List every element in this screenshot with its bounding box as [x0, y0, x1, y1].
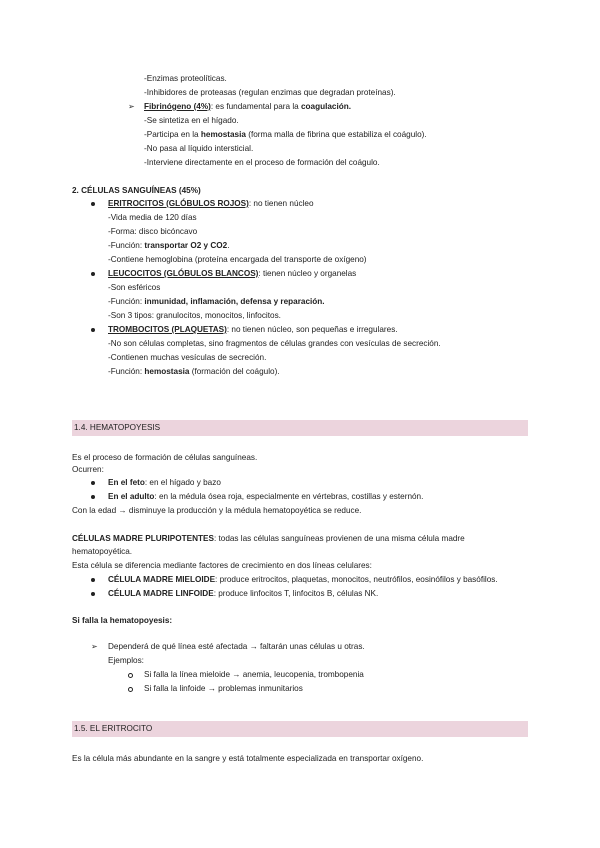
circle-bullet-icon	[128, 687, 133, 692]
list-item: Dependerá de qué línea esté afectada → faltarán unas células u otras.	[108, 642, 365, 651]
text-span: : tienen núcleo y organelas	[258, 269, 357, 278]
section-heading: 2. CÉLULAS SANGUÍNEAS (45%)	[72, 186, 201, 195]
list-item	[108, 325, 398, 335]
section-band	[72, 420, 528, 436]
text-span: -Función:	[108, 241, 145, 250]
bold-span: CÉLULAS MADRE PLURIPOTENTES	[72, 534, 214, 543]
bullet-icon	[91, 481, 95, 485]
eritrocitos-label: ERITROCITOS (GLÓBULOS ROJOS)	[108, 199, 249, 208]
section-band	[72, 721, 528, 737]
list-item: -Se sintetiza en el hígado.	[144, 116, 239, 125]
paragraph: Es el proceso de formación de células sanguíneas.	[72, 453, 258, 462]
list-item: -Inhibidores de proteasas (regulan enzimas que degradan proteínas).	[144, 88, 396, 97]
text-span: : en la médula ósea roja, especialmente en vértebras, costillas y esternón.	[154, 492, 424, 501]
list-item: -Contienen muchas vesículas de secreción.	[108, 353, 267, 362]
section-heading: 1.5. EL ERITROCITO	[74, 724, 153, 733]
text-span: -Participa en la	[144, 130, 201, 139]
bold-span: hemostasia	[144, 367, 190, 376]
list-item: -Son esféricos	[108, 283, 161, 292]
bold-span: En el feto	[108, 478, 145, 487]
bold-span: transportar O2 y CO2	[144, 241, 228, 250]
list-item	[108, 575, 498, 585]
paragraph	[72, 534, 465, 544]
section-heading: 1.4. HEMATOPOYESIS	[74, 423, 161, 432]
text-span: (formación del coágulo).	[189, 367, 280, 376]
paragraph: Esta célula se diferencia mediante factores de crecimiento en dos líneas celulares:	[72, 561, 372, 570]
text-span: : todas las células sanguíneas provienen de una misma célula madre	[213, 534, 465, 543]
list-item: -No pasa al líquido intersticial.	[144, 144, 254, 153]
text-span: : no tienen núcleo	[248, 199, 314, 208]
list-item	[108, 241, 230, 251]
bold-span: En el adulto	[108, 492, 155, 501]
text-span: -Función:	[108, 297, 145, 306]
bullet-icon	[91, 272, 95, 276]
circle-bullet-icon	[128, 673, 133, 678]
list-item: -Enzimas proteolíticas.	[144, 74, 227, 83]
paragraph: Ocurren:	[72, 465, 104, 474]
paragraph: hematopoyética.	[72, 547, 133, 556]
list-item: -Interviene directamente en el proceso de formación del coágulo.	[144, 158, 380, 167]
list-item	[144, 102, 351, 112]
list-item: -No son células completas, sino fragmentos de células grandes con vesículas de secreción.	[108, 339, 441, 348]
list-item: -Vida media de 120 días	[108, 213, 197, 222]
list-item	[144, 130, 427, 140]
paragraph: Es la célula más abundante en la sangre y está totalmente especializada en transportar oxígeno.	[72, 754, 424, 763]
text-span: : no tienen núcleo, son pequeñas e irregulares.	[226, 325, 398, 334]
fibrinogeno-label: Fibrinógeno (4%)	[144, 102, 211, 111]
paragraph: Con la edad → disminuye la producción y la médula hematopoyética se reduce.	[72, 506, 362, 515]
bullet-icon	[91, 592, 95, 596]
bold-span: CÉLULA MADRE LINFOIDE	[108, 589, 214, 598]
list-item: -Forma: disco bicóncavo	[108, 227, 198, 236]
arrow-bullet-icon: ➢	[91, 642, 98, 651]
list-item	[108, 367, 280, 377]
list-item: Si falla la linfoide → problemas inmunitarios	[144, 684, 303, 693]
list-item: Si falla la línea mieloide → anemia, leucopenia, trombopenia	[144, 670, 364, 679]
list-item: -Contiene hemoglobina (proteína encargada del transporte de oxígeno)	[108, 255, 367, 264]
list-item	[108, 199, 314, 209]
bold-span: coagulación.	[300, 102, 352, 111]
bullet-icon	[91, 578, 95, 582]
trombocitos-label: TROMBOCITOS (PLAQUETAS)	[108, 325, 227, 334]
text-span: -Función:	[108, 367, 145, 376]
bold-span: inmunidad, inflamación, defensa y reparación.	[144, 297, 325, 306]
bold-span: hemostasia	[200, 130, 246, 139]
list-item	[108, 297, 325, 307]
arrow-bullet-icon: ➢	[128, 102, 135, 111]
leucocitos-label: LEUCOCITOS (GLÓBULOS BLANCOS)	[108, 269, 259, 278]
bullet-icon	[91, 328, 95, 332]
list-item: Ejemplos:	[108, 656, 144, 665]
list-item	[108, 589, 378, 599]
text-span: : es fundamental para la	[210, 102, 301, 111]
subheading: Si falla la hematopoyesis:	[72, 616, 173, 625]
list-item	[108, 269, 356, 279]
text-span: .	[227, 241, 230, 250]
text-span: (forma malla de fibrina que estabiliza el coágulo).	[245, 130, 427, 139]
text-span: : produce linfocitos T, linfocitos B, células NK.	[213, 589, 379, 598]
list-item	[108, 492, 423, 502]
text-span: : produce eritrocitos, plaquetas, monocitos, neutrófilos, eosinófilos y basófilos.	[215, 575, 498, 584]
text-span: : en el hígado y bazo	[144, 478, 221, 487]
bullet-icon	[91, 495, 95, 499]
bold-span: CÉLULA MADRE MIELOIDE	[108, 575, 216, 584]
bullet-icon	[91, 202, 95, 206]
list-item	[108, 478, 221, 488]
list-item: -Son 3 tipos: granulocitos, monocitos, linfocitos.	[108, 311, 281, 320]
